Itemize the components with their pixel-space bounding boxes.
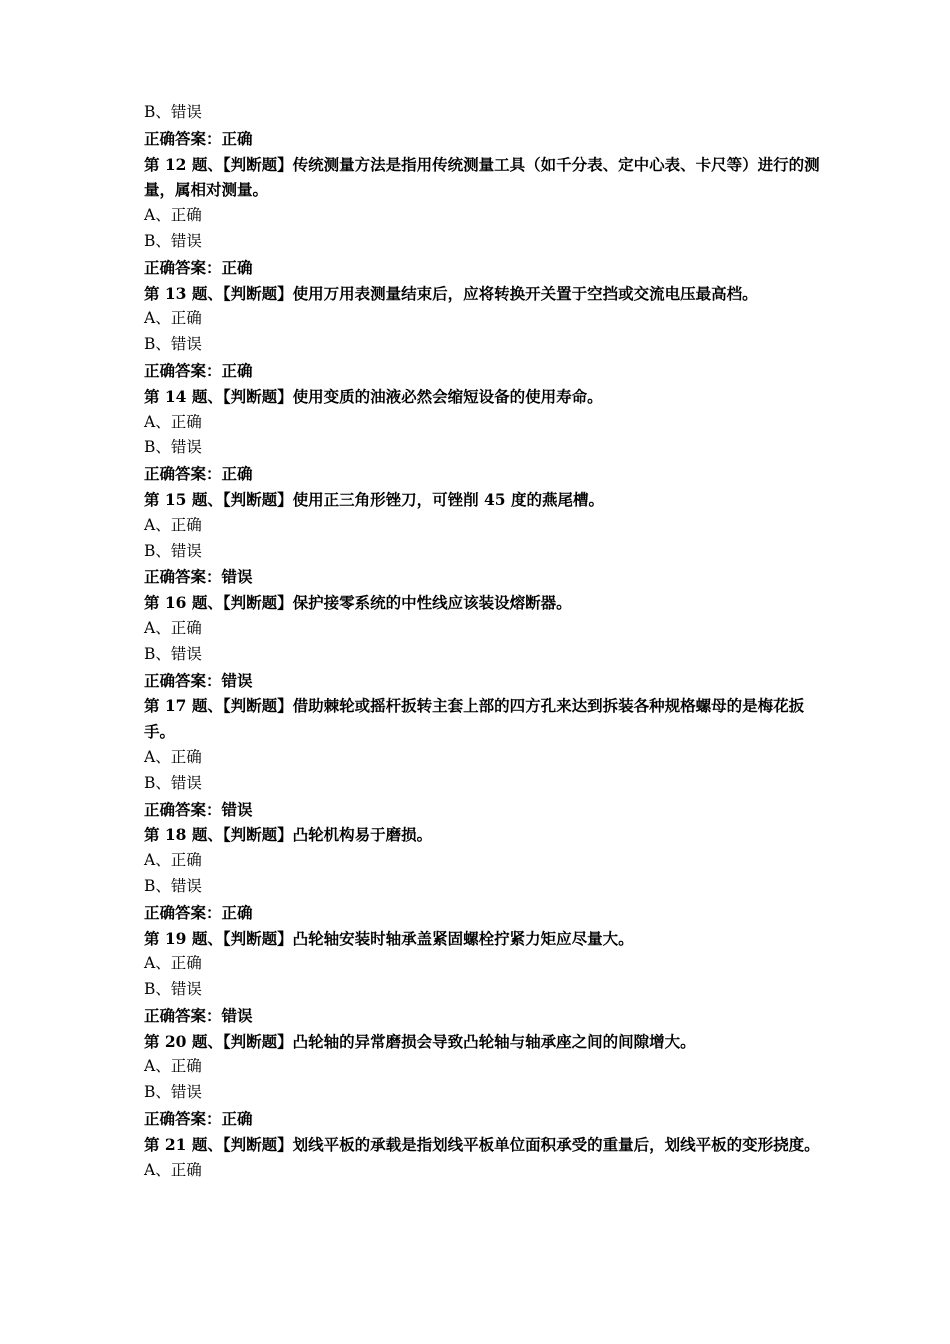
- answer-line: 正确答案：正确: [144, 464, 253, 484]
- option-line: B、错误: [144, 980, 202, 999]
- option-line: B、错误: [144, 541, 202, 560]
- option-line: A、正确: [144, 954, 202, 973]
- answer-line: 正确答案：正确: [144, 902, 253, 922]
- option-line: A、正确: [144, 747, 202, 766]
- option-line: A、正确: [144, 309, 202, 328]
- answer-line: 正确答案：错误: [144, 567, 253, 587]
- option-line: B、错误: [144, 644, 202, 663]
- answer-line: 正确答案：正确: [144, 1109, 253, 1129]
- option-line: A、正确: [144, 515, 202, 534]
- question-line: 第 13 题、【判断题】使用万用表测量结束后，应将转换开关置于空挡或交流电压最高档。: [144, 283, 758, 303]
- option-line: B、错误: [144, 103, 202, 121]
- answer-line: 正确答案：正确: [144, 128, 253, 148]
- option-line: B、错误: [144, 438, 202, 457]
- question-line: 第 16 题、【判断题】保护接零系统的中性线应该装设熔断器。: [144, 593, 572, 613]
- option-line: B、错误: [144, 335, 202, 354]
- option-line: A、正确: [144, 412, 202, 431]
- option-line: A、正确: [144, 618, 202, 637]
- question-line: 第 17 题、【判断题】借助棘轮或摇杆扳转主套上部的四方孔来达到拆装各种规格螺母的是梅花扳手。: [144, 696, 805, 742]
- question-line: 第 20 题、【判断题】凸轮轴的异常磨损会导致凸轮轴与轴承座之间的间隙增大。: [144, 1031, 696, 1051]
- option-line: B、错误: [144, 231, 202, 250]
- option-line: A、正确: [144, 1160, 202, 1179]
- question-line: 第 18 题、【判断题】凸轮机构易于磨损。: [144, 825, 433, 845]
- question-line: 第 21 题、【判断题】划线平板的承载是指划线平板单位面积承受的重量后，划线平板的变形挠度。: [144, 1134, 820, 1154]
- option-line: B、错误: [144, 1083, 202, 1102]
- answer-line: 正确答案：错误: [144, 799, 253, 819]
- question-line: 第 19 题、【判断题】凸轮轴安装时轴承盖紧固螺栓拧紧力矩应尽量大。: [144, 928, 634, 948]
- answer-line: 正确答案：正确: [144, 257, 253, 277]
- question-line: 第 12 题、【判断题】传统测量方法是指用传统测量工具（如千分表、定中心表、卡尺等）进行的测量，属相对测量。: [144, 154, 820, 200]
- option-line: B、错误: [144, 876, 202, 895]
- option-line: B、错误: [144, 773, 202, 792]
- answer-line: 正确答案：错误: [144, 670, 253, 690]
- answer-line: 正确答案：错误: [144, 1005, 253, 1025]
- option-line: A、正确: [144, 1057, 202, 1076]
- question-line: 第 14 题、【判断题】使用变质的油液必然会缩短设备的使用寿命。: [144, 386, 603, 406]
- option-line: A、正确: [144, 851, 202, 870]
- document-page: [144, 100, 824, 1183]
- answer-line: 正确答案：正确: [144, 360, 253, 380]
- question-line: 第 15 题、【判断题】使用正三角形锉刀，可锉削 45 度的燕尾槽。: [144, 489, 604, 509]
- option-line: A、正确: [144, 206, 202, 225]
